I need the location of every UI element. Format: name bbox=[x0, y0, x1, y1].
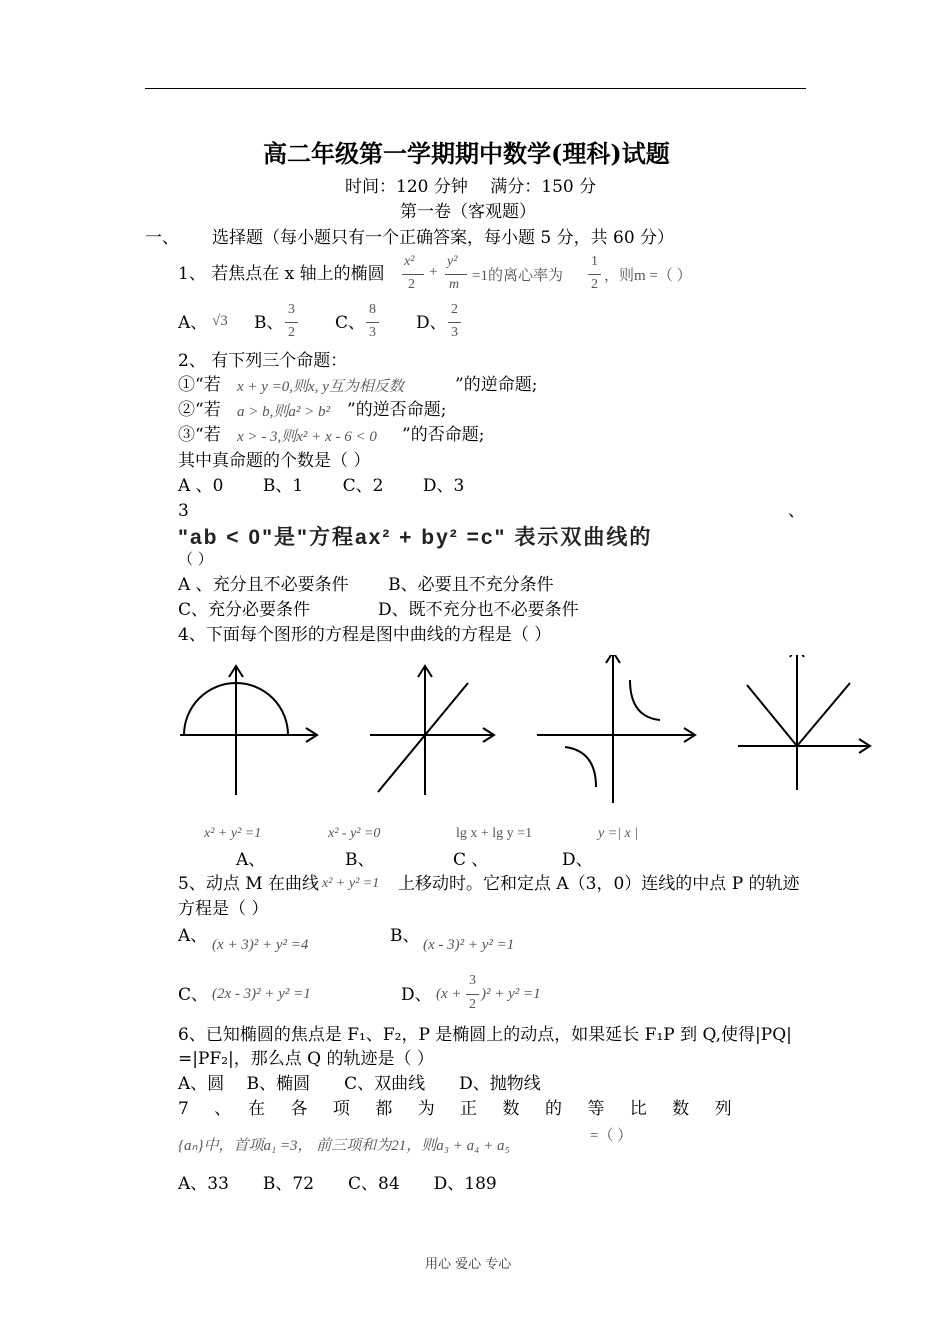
q2-prop3-suffix: ”的否命题; bbox=[402, 425, 485, 445]
q5-option-c-value: (2x - 3)² + y² =1 bbox=[212, 986, 311, 1002]
q4-graph-a bbox=[180, 666, 317, 795]
q3-number: 3 bbox=[178, 501, 189, 521]
q5-stem-b: 上移动时。它和定点 A（3，0）连线的中点 P 的轨迹 bbox=[398, 874, 800, 894]
q1-option-b-den: 2 bbox=[288, 325, 295, 340]
q1-frac2-den: m bbox=[449, 277, 460, 292]
q2-prop3-prefix: ③“若 bbox=[178, 425, 221, 445]
q5-option-b-value: (x - 3)² + y² =1 bbox=[423, 937, 515, 953]
q4-label-b: B、 bbox=[345, 850, 375, 870]
q5-option-a-value: (x + 3)² + y² =4 bbox=[212, 937, 309, 953]
q4-equation-a: x² + y² =1 bbox=[204, 826, 262, 841]
q3-options-cd: C、充分必要条件 D、既不充分也不必要条件 bbox=[178, 600, 579, 620]
q1-option-c-den: 3 bbox=[369, 325, 376, 340]
upper-branch bbox=[630, 680, 660, 720]
q1-stem-a: 1、 若焦点在 x 轴上的椭圆 bbox=[178, 264, 385, 284]
q1-option-c-bar bbox=[366, 322, 379, 323]
q5-option-b-label: B、 bbox=[390, 926, 420, 946]
q2-prop3-math: x > - 3,则x² + x - 6 < 0 bbox=[237, 429, 377, 445]
q4-label-a: A、 bbox=[236, 850, 266, 870]
page-footer: 用心 爱心 专心 bbox=[425, 1257, 512, 1272]
lower-branch bbox=[565, 747, 596, 787]
q1-option-c-label: C、 bbox=[335, 313, 366, 333]
q1-stem-b: =1的离心率为 bbox=[472, 268, 563, 284]
q1-frac3-num: 1 bbox=[591, 254, 598, 269]
q3-separator: 、 bbox=[788, 501, 805, 521]
q1-option-b-num: 3 bbox=[288, 302, 295, 317]
q1-frac2-bar bbox=[445, 274, 467, 275]
q7-line2-math: {aₙ}中，首项a₁ =3， 前三项和为21，则a₃ + a₄ + a₅ bbox=[178, 1138, 510, 1154]
q5-curve-equation: x² + y² =1 bbox=[322, 876, 380, 891]
q2-prop1-math: x + y =0,则x, y互为相反数 bbox=[237, 379, 404, 395]
q7-line1: 7 、 在 各 项 都 为 正 数 的 等 比 数 列 bbox=[178, 1099, 733, 1119]
q1-frac3-bar bbox=[588, 274, 601, 275]
q1-option-a-value: √3 bbox=[212, 313, 228, 329]
q2-prop2-math: a > b,则a² > b² bbox=[237, 404, 330, 420]
q7-options: A、33 B、72 C、84 D、189 bbox=[178, 1174, 497, 1194]
q5-stem-c: 方程是（ ） bbox=[178, 899, 269, 919]
diagonal-line bbox=[378, 683, 468, 792]
q6-line1: 6、已知椭圆的焦点是 F₁、F₂，P 是椭圆上的动点，如果延长 F₁P 到 Q,使得|PQ| bbox=[178, 1025, 792, 1045]
q4-equation-c: lg x + lg y =1 bbox=[456, 826, 533, 841]
volume-label: 第一卷（客观题） bbox=[400, 202, 536, 222]
header-rule bbox=[145, 88, 806, 89]
q1-frac1-num: x² bbox=[404, 254, 415, 269]
q2-prop1-prefix: ①“若 bbox=[178, 375, 221, 395]
section-number: 一、 bbox=[145, 228, 179, 248]
section-title: 选择题（每小题只有一个正确答案，每小题 5 分，共 60 分） bbox=[212, 228, 675, 248]
q1-option-c-num: 8 bbox=[369, 302, 376, 317]
q1-option-b-bar bbox=[285, 322, 298, 323]
q4-graphs bbox=[170, 655, 890, 815]
q1-option-d-den: 3 bbox=[451, 325, 458, 340]
page-title: 高二年级第一学期期中数学(理科)试题 bbox=[263, 139, 670, 168]
q4-stem: 4、下面每个图形的方程是图中曲线的方程是（ ） bbox=[178, 625, 552, 645]
q3-answer-paren: （ ） bbox=[178, 550, 213, 568]
q1-plus: + bbox=[429, 264, 438, 280]
q5-option-d-prefix: (x + bbox=[436, 986, 462, 1002]
q5-option-d-label: D、 bbox=[401, 985, 432, 1005]
q5-option-d-suffix: )² + y² =1 bbox=[481, 986, 541, 1002]
q4-graph-d bbox=[738, 655, 870, 790]
q4-equation-b: x² - y² =0 bbox=[328, 826, 381, 841]
q1-option-a-label: A、 bbox=[178, 313, 208, 333]
q2-prop1-suffix: ”的逆命题; bbox=[455, 375, 538, 395]
q3-options-ab: A 、充分且不必要条件 B、必要且不充分条件 bbox=[178, 575, 554, 595]
q2-prop2-prefix: ②“若 bbox=[178, 400, 221, 420]
q5-option-d-num: 3 bbox=[469, 973, 476, 988]
q2-options: A 、0 B、1 C、2 D、3 bbox=[178, 476, 465, 496]
q1-frac3-den: 2 bbox=[591, 277, 598, 292]
exam-info: 时间：120 分钟 满分：150 分 bbox=[345, 177, 597, 197]
q1-option-d-num: 2 bbox=[451, 302, 458, 317]
q1-option-d-label: D、 bbox=[416, 313, 447, 333]
q2-question: 其中真命题的个数是（ ） bbox=[178, 451, 371, 471]
q1-stem-c: ，则m =（ ） bbox=[604, 268, 692, 284]
q6-options: A、圆 B、椭圆 C、双曲线 D、抛物线 bbox=[178, 1074, 541, 1094]
q5-option-a-label: A、 bbox=[178, 926, 208, 946]
right-ray bbox=[797, 683, 850, 746]
q1-frac1-den: 2 bbox=[408, 277, 415, 292]
q1-frac2-num: y² bbox=[447, 254, 458, 269]
q5-option-c-label: C、 bbox=[178, 985, 209, 1005]
q4-label-d: D、 bbox=[562, 850, 593, 870]
q3-stem: "ab < 0"是"方程ax² + by² =c" 表示双曲线的 bbox=[178, 526, 653, 549]
q2-stem: 2、 有下列三个命题： bbox=[178, 351, 348, 371]
q4-graph-b bbox=[370, 666, 494, 795]
q4-graph-c bbox=[537, 655, 695, 803]
q5-stem-a: 5、动点 M 在曲线 bbox=[178, 874, 320, 894]
q4-label-c: C 、 bbox=[453, 850, 489, 870]
q1-option-d-bar bbox=[448, 322, 461, 323]
q4-equation-d: y =| x | bbox=[598, 826, 639, 841]
q2-prop2-suffix: ”的逆否命题; bbox=[347, 400, 447, 420]
q7-line2-answer: =（ ） bbox=[590, 1128, 633, 1144]
q5-option-d-den: 2 bbox=[469, 997, 476, 1012]
q6-line2: =|PF₂|，那么点 Q 的轨迹是（ ） bbox=[178, 1049, 434, 1069]
q1-option-b-label: B、 bbox=[254, 313, 284, 333]
q5-option-d-bar bbox=[466, 994, 479, 995]
left-ray bbox=[747, 685, 797, 746]
q1-frac1-bar bbox=[402, 274, 424, 275]
